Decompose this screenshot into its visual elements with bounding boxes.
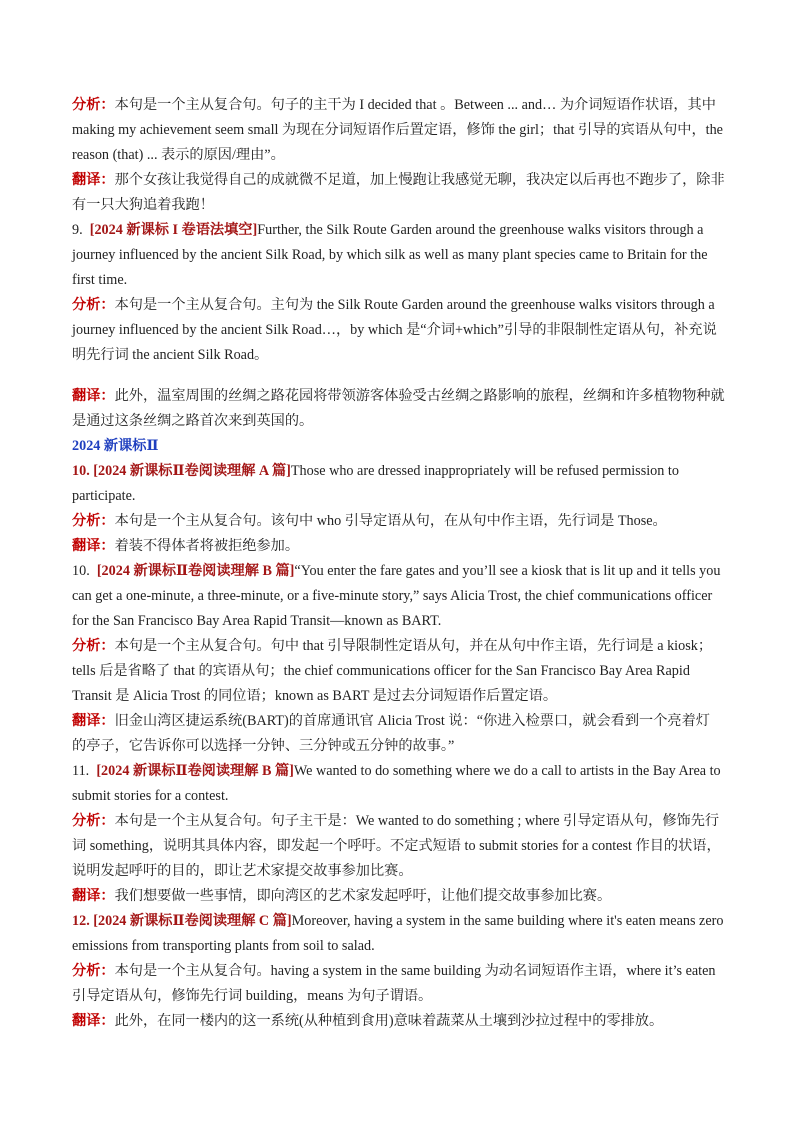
item10b-sentence-line2: can get a one-minute, a three-minute, or a five-minute story,” says Alicia Trost, the chief communications officer [72,588,713,604]
section-heading: 2024 新课标Ⅱ [72,438,159,454]
item8-analysis-line3: reason (that) ... 表示的原因/理由”。 [72,147,285,163]
item-number: 9. [72,222,83,238]
item10b-translation-line1: 翻译：旧金山湾区捷运系统(BART)的首席通讯官 Alicia Trost 说：“你进入检票口，就会看到一个亮着灯 [72,713,710,729]
analysis-label: 分析： [72,513,115,529]
item-number: 10. [72,463,90,479]
analysis-label: 分析： [72,97,115,113]
item12-sentence-line1: 12. [2024 新课标Ⅱ卷阅读理解 C 篇]Moreover, having a system in the same building where it's eaten means zero [72,913,724,929]
item10b-analysis-line1: 分析：本句是一个主从复合句。句中 that 引导限制性定语从句，并在从句中作主语，先行词是 a kiosk； [72,638,713,654]
item-number: 12. [72,913,90,929]
source-tag: [2024 新课标Ⅱ卷阅读理解 B 篇] [96,563,295,579]
item8-translation-line2: 有一只大狗追着我跑！ [72,197,214,213]
analysis-label: 分析： [72,963,115,979]
item10a-translation: 翻译：着装不得体者将被拒绝参加。 [72,538,300,554]
item9-translation-line2: 是通过这条丝绸之路首次来到英国的。 [72,413,314,429]
translation-label: 翻译： [72,1013,115,1029]
translation-label: 翻译： [72,172,115,188]
item-number: 10. [72,563,90,579]
item11-analysis-line2: 词 something，说明其具体内容，即发起一个呼吁。不定式短语 to submit stories for a contest 作目的状语， [72,838,721,854]
source-tag: [2024 新课标 I 卷语法填空] [89,222,258,238]
translation-label: 翻译： [72,388,115,404]
item12-analysis-line1: 分析：本句是一个主从复合句。having a system in the same building 为动名词短语作主语，where it’s eaten [72,963,716,979]
item-number: 11. [72,763,90,779]
item12-analysis-line2: 引导定语从句，修饰先行词 building，means 为句子谓语。 [72,988,433,1004]
translation-label: 翻译： [72,888,115,904]
analysis-label: 分析： [72,638,115,654]
item11-analysis-line1: 分析：本句是一个主从复合句。句子主干是：We wanted to do something ; where 引导定语从句，修饰先行 [72,813,720,829]
analysis-label: 分析： [72,297,115,313]
item10b-analysis-line3: Transit 是 Alicia Trost 的同位语；known as BART 是过去分词短语作后置定语。 [72,688,558,704]
analysis-label: 分析： [72,813,115,829]
translation-label: 翻译： [72,538,115,554]
item10a-analysis: 分析：本句是一个主从复合句。该句中 who 引导定语从句，在从句中作主语，先行词是 Those。 [72,513,667,529]
item8-analysis-line1: 分析：本句是一个主从复合句。句子的主干为 I decided that 。Between ... and… 为介词短语作状语，其中 [72,97,716,113]
item9-sentence-line1: 9. [2024 新课标 I 卷语法填空]Further, the Silk Route Garden around the greenhouse walks visitors through a [72,222,704,238]
item10b-analysis-line2: tells 后是省略了 that 的宾语从句；the chief communications officer for the San Francisco Bay Area Rapid [72,663,690,679]
item8-translation-line1: 翻译：那个女孩让我觉得自己的成就微不足道，加上慢跑让我感觉无聊，我决定以后再也不跑步了，除非 [72,172,725,188]
item12-translation: 翻译：此外，在同一楼内的这一系统(从种植到食用)意味着蔬菜从土壤到沙拉过程中的零排放。 [72,1013,664,1029]
item10a-sentence-line1: 10. [2024 新课标Ⅱ卷阅读理解 A 篇]Those who are dressed inappropriately will be refused permission to [72,463,679,479]
item10a-sentence-line2: participate. [72,488,136,504]
item9-sentence-line3: first time. [72,272,128,288]
item8-analysis-line2: making my achievement seem small 为现在分词短语作后置定语，修饰 the girl；that 引导的宾语从句中，the [72,122,723,138]
source-tag: [2024 新课标Ⅱ卷阅读理解 A 篇] [93,463,291,479]
item10b-translation-line2: 的亭子，它告诉你可以选择一分钟、三分钟或五分钟的故事。” [72,738,455,754]
item9-analysis-line3: 明先行词 the ancient Silk Road。 [72,347,269,363]
item9-analysis-line2: journey influenced by the ancient Silk Road…，by which 是“介词+which”引导的非限制性定语从句，补充说 [72,322,717,338]
source-tag: [2024 新课标Ⅱ卷阅读理解 B 篇] [96,763,294,779]
item12-sentence-line2: emissions from transporting plants from soil to salad. [72,938,375,954]
item9-analysis-line1: 分析：本句是一个主从复合句。主句为 the Silk Route Garden around the greenhouse walks visitors through a [72,297,715,313]
item11-sentence-line2: submit stories for a contest. [72,788,229,804]
item10b-sentence-line3: for the San Francisco Bay Area Rapid Transit—known as BART. [72,613,442,629]
item11-sentence-line1: 11. [2024 新课标Ⅱ卷阅读理解 B 篇]We wanted to do something where we do a call to artists in the Bay Area to [72,763,721,779]
source-tag: [2024 新课标Ⅱ卷阅读理解 C 篇] [93,913,292,929]
item11-analysis-line3: 说明发起呼吁的目的，即让艺术家提交故事参加比赛。 [72,863,413,879]
item9-sentence-line2: journey influenced by the ancient Silk Road, by which silk as well as many plant species came to Britain for the [72,247,708,263]
item9-translation-line1: 翻译：此外，温室周围的丝绸之路花园将带领游客体验受古丝绸之路影响的旅程，丝绸和许多植物物种就 [72,388,725,404]
item11-translation: 翻译：我们想要做一些事情，即向湾区的艺术家发起呼吁，让他们提交故事参加比赛。 [72,888,612,904]
translation-label: 翻译： [72,713,115,729]
item10b-sentence-line1: 10. [2024 新课标Ⅱ卷阅读理解 B 篇]“You enter the fare gates and you’ll see a kiosk that is lit up and it tells you [72,563,721,579]
